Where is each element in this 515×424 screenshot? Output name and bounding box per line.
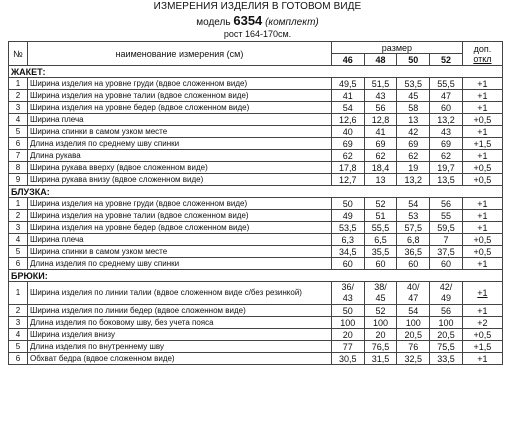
size-value: 60 xyxy=(397,258,430,270)
size-value: 100 xyxy=(331,317,364,329)
tolerance-value: +0,5 xyxy=(462,329,502,341)
size-value: 62 xyxy=(430,150,463,162)
size-value: 13 xyxy=(397,114,430,126)
row-number: 3 xyxy=(9,222,28,234)
tolerance-value: +0,5 xyxy=(462,246,502,258)
size-value: 41 xyxy=(364,126,397,138)
tolerance-value: +0,5 xyxy=(462,234,502,246)
row-number: 7 xyxy=(9,150,28,162)
tolerance-value: +1 xyxy=(462,150,502,162)
section-row xyxy=(9,186,503,198)
measurement-name: Ширина изделия на уровне бедер (вдвое сложенном виде) xyxy=(27,222,331,234)
size-value: 56 xyxy=(364,102,397,114)
size-value: 35,5 xyxy=(364,246,397,258)
size-value: 50 xyxy=(331,305,364,317)
size-header: 46 xyxy=(331,54,364,66)
size-value: 42/ 49 xyxy=(430,282,463,305)
tolerance-value: +0,5 xyxy=(462,114,502,126)
table-row xyxy=(9,341,503,353)
measurements-body xyxy=(9,66,503,365)
size-value: 18,4 xyxy=(364,162,397,174)
size-value: 41 xyxy=(331,90,364,102)
tolerance-value: +0,5 xyxy=(462,162,502,174)
size-value: 100 xyxy=(430,317,463,329)
model-note: (комплект) xyxy=(265,17,319,28)
table-row xyxy=(9,198,503,210)
table-row xyxy=(9,126,503,138)
table-row xyxy=(9,234,503,246)
col-tolerance-header xyxy=(462,42,502,66)
measurement-name: Длина изделия по среднему шву спинки xyxy=(27,258,331,270)
size-value: 55,5 xyxy=(430,78,463,90)
section-title: ЖАКЕТ: xyxy=(9,66,503,78)
size-value: 69 xyxy=(331,138,364,150)
size-value: 60 xyxy=(331,258,364,270)
measurement-name: Длина изделия по среднему шву спинки xyxy=(27,138,331,150)
size-value: 19,7 xyxy=(430,162,463,174)
size-value: 32,5 xyxy=(397,353,430,365)
measurement-name: Ширина спинки в самом узком месте xyxy=(27,126,331,138)
col-name-header: наименование измерения (см) xyxy=(27,42,331,66)
size-value: 76,5 xyxy=(364,341,397,353)
size-value: 6,5 xyxy=(364,234,397,246)
table-header-row xyxy=(9,42,503,54)
measurement-name: Ширина плеча xyxy=(27,234,331,246)
size-value: 58 xyxy=(397,102,430,114)
row-number: 5 xyxy=(9,246,28,258)
measurements-table xyxy=(8,41,503,365)
size-value: 54 xyxy=(397,198,430,210)
table-row xyxy=(9,90,503,102)
size-value: 100 xyxy=(397,317,430,329)
size-value: 69 xyxy=(397,138,430,150)
table-row xyxy=(9,210,503,222)
measurement-name: Обхват бедра (вдвое сложенном виде) xyxy=(27,353,331,365)
size-value: 34,5 xyxy=(331,246,364,258)
size-value: 69 xyxy=(364,138,397,150)
tolerance-value: +0,5 xyxy=(462,174,502,186)
row-number: 4 xyxy=(9,234,28,246)
tolerance-value: +1 xyxy=(462,126,502,138)
size-value: 12,8 xyxy=(364,114,397,126)
size-value: 50 xyxy=(331,198,364,210)
size-value: 56 xyxy=(430,198,463,210)
measurement-name: Длина рукава xyxy=(27,150,331,162)
row-number: 5 xyxy=(9,341,28,353)
size-value: 60 xyxy=(430,102,463,114)
size-value: 43 xyxy=(430,126,463,138)
size-value: 17,8 xyxy=(331,162,364,174)
tolerance-header-line2: откл xyxy=(473,53,492,64)
tolerance-value: +1 xyxy=(462,90,502,102)
size-value: 36,5 xyxy=(397,246,430,258)
model-number: 6354 xyxy=(233,13,263,28)
table-row xyxy=(9,353,503,365)
height-range: рост 164-170см. xyxy=(223,29,292,39)
measurement-name: Длина изделия по внутреннему шву xyxy=(27,341,331,353)
size-value: 69 xyxy=(430,138,463,150)
table-row xyxy=(9,317,503,329)
table-row xyxy=(9,329,503,341)
size-value: 40 xyxy=(331,126,364,138)
size-value: 100 xyxy=(364,317,397,329)
row-number: 6 xyxy=(9,138,28,150)
size-value: 55 xyxy=(430,210,463,222)
size-value: 40/ 47 xyxy=(397,282,430,305)
size-value: 36/ 43 xyxy=(331,282,364,305)
row-number: 6 xyxy=(9,353,28,365)
size-value: 51,5 xyxy=(364,78,397,90)
size-value: 12,6 xyxy=(331,114,364,126)
measurement-name: Ширина плеча xyxy=(27,114,331,126)
size-value: 13,2 xyxy=(430,114,463,126)
size-header: 52 xyxy=(430,54,463,66)
row-number: 8 xyxy=(9,162,28,174)
size-value: 12,7 xyxy=(331,174,364,186)
size-value: 51 xyxy=(364,210,397,222)
row-number: 3 xyxy=(9,317,28,329)
tolerance-value: +1 xyxy=(462,198,502,210)
size-value: 77 xyxy=(331,341,364,353)
measurement-name: Ширина изделия на уровне талии (вдвое сложенном виде) xyxy=(27,210,331,222)
size-value: 55,5 xyxy=(364,222,397,234)
size-value: 60 xyxy=(430,258,463,270)
size-value: 19 xyxy=(397,162,430,174)
size-value: 13 xyxy=(364,174,397,186)
size-value: 62 xyxy=(331,150,364,162)
row-number: 9 xyxy=(9,174,28,186)
size-value: 33,5 xyxy=(430,353,463,365)
row-number: 2 xyxy=(9,90,28,102)
size-value: 38/ 45 xyxy=(364,282,397,305)
tolerance-value: +1 xyxy=(462,258,502,270)
size-value: 6,8 xyxy=(397,234,430,246)
size-value: 13,2 xyxy=(397,174,430,186)
row-number: 4 xyxy=(9,114,28,126)
size-header: 48 xyxy=(364,54,397,66)
sheet-title: ИЗМЕРЕНИЯ ИЗДЕЛИЯ В ГОТОВОМ ВИДЕ xyxy=(153,1,362,12)
row-number: 2 xyxy=(9,305,28,317)
size-value: 42 xyxy=(397,126,430,138)
table-row xyxy=(9,222,503,234)
tolerance-value: +1 xyxy=(462,282,502,305)
row-number: 4 xyxy=(9,329,28,341)
tolerance-value: +1 xyxy=(462,78,502,90)
size-value: 76 xyxy=(397,341,430,353)
measurement-name: Ширина изделия на уровне талии (вдвое сложенном виде) xyxy=(27,90,331,102)
row-number: 1 xyxy=(9,78,28,90)
size-value: 37,5 xyxy=(430,246,463,258)
row-number: 1 xyxy=(9,282,28,305)
measurement-name: Ширина изделия на уровне бедер (вдвое сложенном виде) xyxy=(27,102,331,114)
row-number: 2 xyxy=(9,210,28,222)
model-label: модель xyxy=(196,17,231,28)
size-value: 47 xyxy=(430,90,463,102)
tolerance-value: +1 xyxy=(462,353,502,365)
size-value: 53,5 xyxy=(397,78,430,90)
size-header: 50 xyxy=(397,54,430,66)
size-value: 54 xyxy=(397,305,430,317)
tolerance-value: +1 xyxy=(462,102,502,114)
size-value: 75,5 xyxy=(430,341,463,353)
measurement-name: Длина изделия по боковому шву, без учета пояса xyxy=(27,317,331,329)
table-row xyxy=(9,174,503,186)
table-row xyxy=(9,114,503,126)
size-value: 59,5 xyxy=(430,222,463,234)
table-row xyxy=(9,138,503,150)
size-value: 52 xyxy=(364,198,397,210)
size-value: 20,5 xyxy=(397,329,430,341)
tolerance-value: +1 xyxy=(462,305,502,317)
measurement-name: Ширина изделия на уровне груди (вдвое сложенном виде) xyxy=(27,78,331,90)
size-value: 7 xyxy=(430,234,463,246)
size-value: 45 xyxy=(397,90,430,102)
table-row xyxy=(9,258,503,270)
table-row xyxy=(9,282,503,305)
size-value: 56 xyxy=(430,305,463,317)
size-value: 60 xyxy=(364,258,397,270)
section-row xyxy=(9,66,503,78)
row-number: 1 xyxy=(9,198,28,210)
measurement-name: Ширина изделия по линии бедер (вдвое сложенном виде) xyxy=(27,305,331,317)
table-row xyxy=(9,246,503,258)
size-value: 43 xyxy=(364,90,397,102)
size-value: 53 xyxy=(397,210,430,222)
table-row xyxy=(9,162,503,174)
measurement-name: Ширина изделия по линии талии (вдвое сложенном виде с/без резинкой) xyxy=(27,282,331,305)
size-value: 49 xyxy=(331,210,364,222)
size-value: 13,5 xyxy=(430,174,463,186)
size-value: 62 xyxy=(364,150,397,162)
size-value: 20,5 xyxy=(430,329,463,341)
size-value: 6,3 xyxy=(331,234,364,246)
size-value: 30,5 xyxy=(331,353,364,365)
col-no-header: № xyxy=(9,42,28,66)
tolerance-value: +1 xyxy=(462,222,502,234)
measurement-name: Ширина рукава внизу (вдвое сложенном виде) xyxy=(27,174,331,186)
measurement-name: Ширина изделия на уровне груди (вдвое сложенном виде) xyxy=(27,198,331,210)
section-title: БРЮКИ: xyxy=(9,270,503,282)
tolerance-value: +1 xyxy=(462,210,502,222)
section-title: БЛУЗКА: xyxy=(9,186,503,198)
size-value: 49,5 xyxy=(331,78,364,90)
size-value: 57,5 xyxy=(397,222,430,234)
measurement-name: Ширина изделия внизу xyxy=(27,329,331,341)
size-value: 20 xyxy=(364,329,397,341)
size-value: 20 xyxy=(331,329,364,341)
size-value: 53,5 xyxy=(331,222,364,234)
size-value: 31,5 xyxy=(364,353,397,365)
size-value: 62 xyxy=(397,150,430,162)
measurement-name: Ширина рукава вверху (вдвое сложенном виде) xyxy=(27,162,331,174)
table-row xyxy=(9,150,503,162)
model-line xyxy=(0,14,515,28)
size-value: 52 xyxy=(364,305,397,317)
table-row xyxy=(9,78,503,90)
row-number: 6 xyxy=(9,258,28,270)
row-number: 3 xyxy=(9,102,28,114)
tolerance-value: +2 xyxy=(462,317,502,329)
section-row xyxy=(9,270,503,282)
col-size-header: размер xyxy=(331,42,462,54)
table-row xyxy=(9,102,503,114)
row-number: 5 xyxy=(9,126,28,138)
tolerance-value: +1,5 xyxy=(462,341,502,353)
measurement-name: Ширина спинки в самом узком месте xyxy=(27,246,331,258)
table-row xyxy=(9,305,503,317)
tolerance-header-line1: доп. xyxy=(473,43,492,54)
tolerance-value: +1,5 xyxy=(462,138,502,150)
size-value: 54 xyxy=(331,102,364,114)
